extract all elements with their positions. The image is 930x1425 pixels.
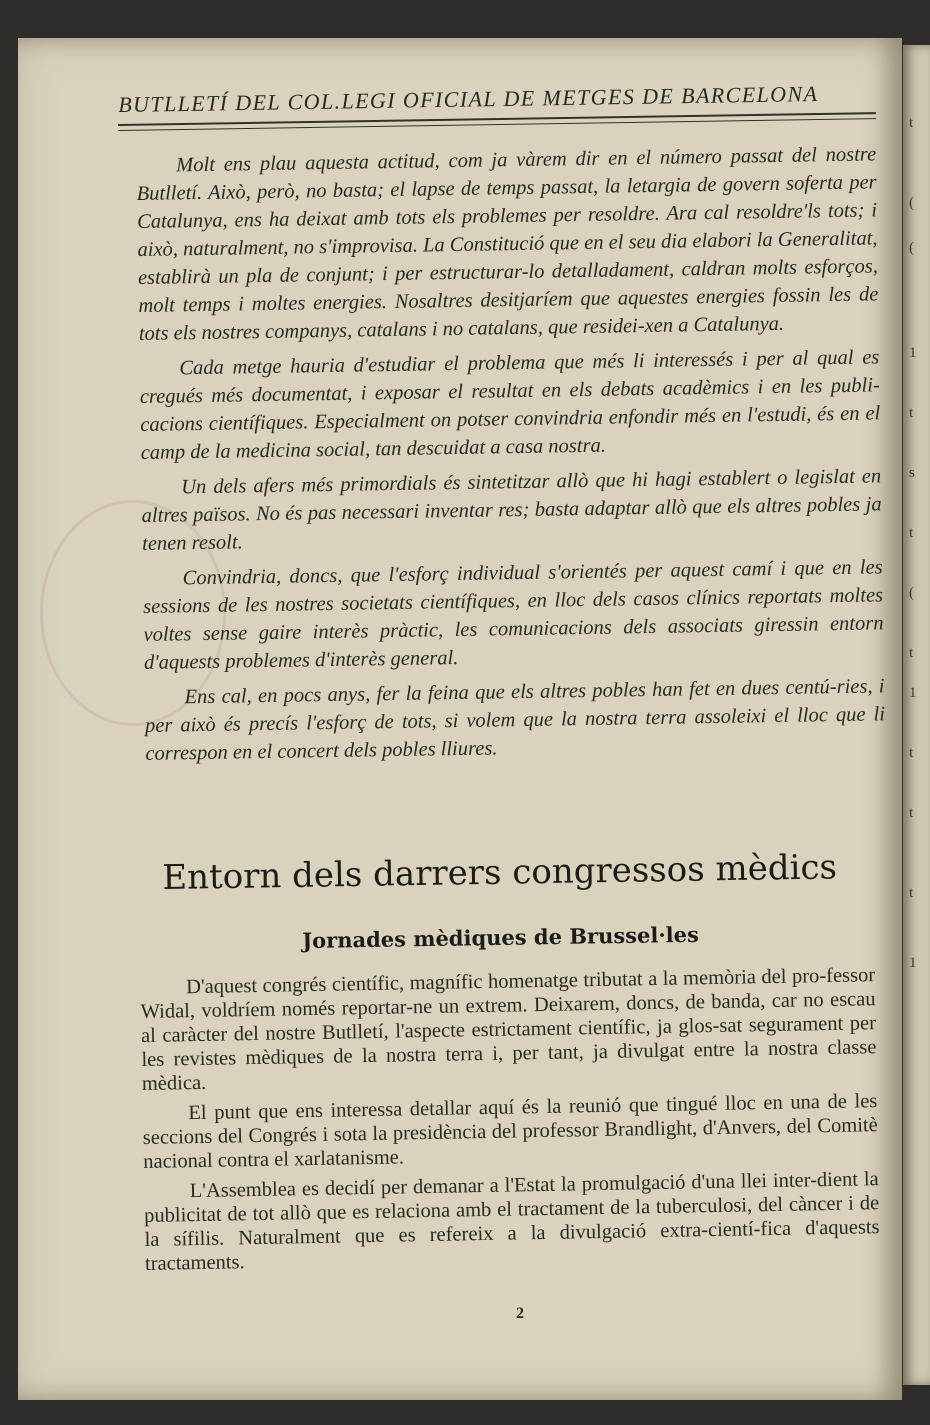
intro-paragraph: Convindria, doncs, que l'esforç individual s'orientés per aquest camí i que en les sessions de les nostres societats científiques, en lloc dels casos clínics reportats moltes voltes sense gaire interès pràctic, les comunicacions dels associats giressin entorn d'aquests problemes d'interès general. xyxy=(142,556,884,674)
page-number: 2 xyxy=(516,1305,524,1322)
facing-page-fragment: t xyxy=(909,885,914,901)
facing-page-fragment: 1 xyxy=(909,955,917,971)
facing-page-fragment: t xyxy=(909,645,914,661)
body-paragraph: L'Assemblea es decidí per demanar a l'Estat la promulgació d'una llei inter-dient la publicitat de tot allò que es relaciona amb el tractament de la tuberculosi, del càncer i de la sífilis. Naturalment que es refereix a la divulgació extra-cientí-fica d'aquests tractaments. xyxy=(143,1168,880,1275)
facing-page-fragment: t xyxy=(909,745,914,761)
running-header: BUTLLETÍ DEL COL.LEGI OFICIAL DE METGES DE BARCELONA xyxy=(118,81,819,117)
intro-text xyxy=(136,140,886,775)
facing-page-fragment: ( xyxy=(909,240,914,256)
facing-page-edge xyxy=(903,45,930,1385)
facing-page-fragment: s xyxy=(909,465,915,481)
facing-page-fragment: t xyxy=(909,805,914,821)
section-subtitle: Jornades mèdiques de Brussel·les xyxy=(302,921,699,953)
intro-paragraph: Ens cal, en pocs anys, fer la feina que els altres pobles han fet en dues centú-ries, i per això és precís l'esforç de tots, si volem que la nostra terra assoleixi el lloc que li correspon en el concert dels pobles lliures. xyxy=(144,675,886,765)
facing-page-fragment: 1 xyxy=(909,345,917,361)
facing-page-fragment: 1 xyxy=(909,685,917,701)
facing-page-fragment: ( xyxy=(909,195,914,211)
body-paragraph: El punt que ens interessa detallar aquí és la reunió que tingué lloc en una de les seccions del Congrés i sota la presidència del professor Brandlight, d'Anvers, del Comitè nacional contra el xarlatanisme. xyxy=(142,1090,878,1173)
body-paragraph: D'aquest congrés científic, magnífic homenatge tributat a la memòria del pro-fessor Widal, voldríem només reportar-ne un extrem. Deixarem, doncs, de banda, car no escau al caràcter del nostre Butlletí, l'aspecte estrictament científic, ja glos-sat segurament per les revistes mèdiques de la nostra terra i, per tant, ja divulgat entre la nostra classe mèdica. xyxy=(140,964,877,1095)
facing-page-fragment: t xyxy=(909,115,914,131)
section-title: Entorn dels darrers congressos mèdics xyxy=(162,847,838,898)
intro-paragraph: Un dels afers més primordials és sintetitzar allò que hi hagi establert o legislat en altres països. No és pas necessari inventar res; basta adaptar allò que els altres pobles ja tenen resolt. xyxy=(141,465,882,555)
facing-page-fragment: t xyxy=(909,405,914,421)
facing-page-fragment: t xyxy=(909,525,914,541)
intro-paragraph: Cada metge hauria d'estudiar el problema que més li interessés i per al qual es cregués més documentat, i exposar el resultat en els debats acadèmics i en les publi-cacions científiques. Especialment on potser convindria enfondir més en l'estudi, és en el camp de la medicina social, tan descuidat a casa nostra. xyxy=(139,346,881,464)
facing-page-fragment: ( xyxy=(909,585,914,601)
intro-paragraph: Molt ens plau aquesta actitud, com ja vàrem dir en el número passat del nostre Butlletí. Això, però, no basta; el lapse de temps passat, la letargia de govern soferta per Catalunya, ens ha deixat amb tots els problemes per resoldre. Ara cal resoldre'ls tots; i això, naturalment, no s'improvisa. La Constitució que en el seu dia elabori la Generalitat, establirà un pla de conjunt; i per estructurar-lo detalladament, caldran molts esforços, molt temps i moltes energies. Nosaltres desitjaríem que aquestes energies fossin les de tots els nostres companys, catalans i no catalans, que residei-xen a Catalunya. xyxy=(136,143,879,345)
section-body xyxy=(140,963,880,1282)
